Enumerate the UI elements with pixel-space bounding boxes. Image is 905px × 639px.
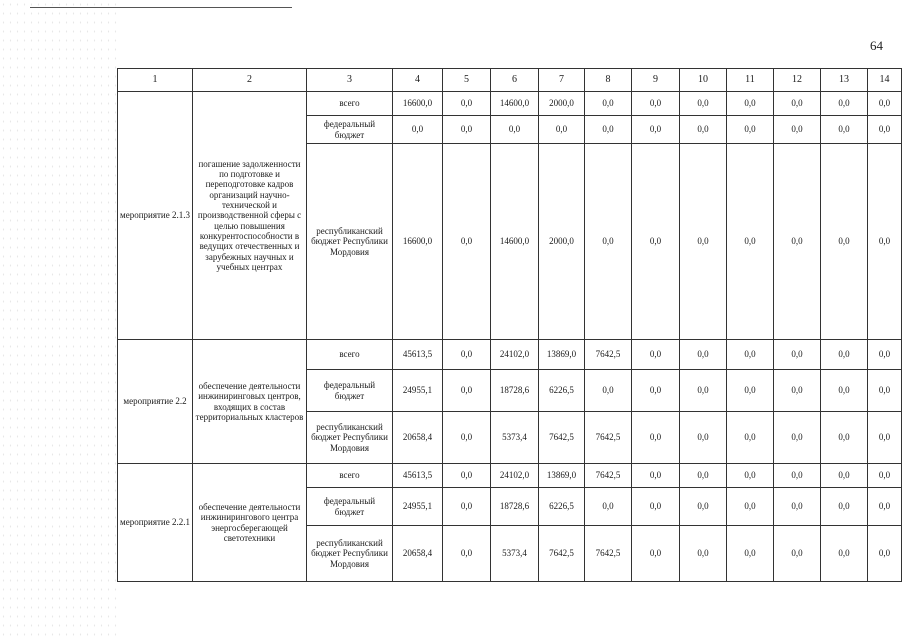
amount-cell: 0,0	[632, 412, 680, 464]
scan-noise	[0, 0, 118, 639]
amount-cell: 13869,0	[539, 464, 585, 488]
budget-table	[117, 68, 902, 582]
amount-cell: 0,0	[680, 116, 727, 144]
amount-cell: 0,0	[727, 116, 774, 144]
column-header: 5	[443, 69, 491, 92]
funding-source: всего	[307, 92, 393, 116]
amount-cell: 0,0	[774, 92, 821, 116]
amount-cell: 0,0	[680, 144, 727, 340]
amount-cell: 0,0	[443, 526, 491, 582]
amount-cell: 0,0	[585, 488, 632, 526]
amount-cell: 0,0	[632, 92, 680, 116]
column-header: 3	[307, 69, 393, 92]
column-header: 2	[193, 69, 307, 92]
amount-cell: 0,0	[774, 116, 821, 144]
amount-cell: 20658,4	[393, 412, 443, 464]
amount-cell: 0,0	[680, 340, 727, 370]
column-header: 11	[727, 69, 774, 92]
amount-cell: 0,0	[491, 116, 539, 144]
amount-cell: 0,0	[821, 412, 868, 464]
amount-cell: 5373,4	[491, 526, 539, 582]
amount-cell: 0,0	[539, 116, 585, 144]
funding-source: федеральный бюджет	[307, 116, 393, 144]
amount-cell: 0,0	[727, 92, 774, 116]
amount-cell: 6226,5	[539, 370, 585, 412]
amount-cell: 0,0	[727, 340, 774, 370]
amount-cell: 0,0	[680, 526, 727, 582]
amount-cell: 0,0	[727, 464, 774, 488]
amount-cell: 0,0	[868, 370, 902, 412]
page-number: 64	[870, 38, 883, 53]
amount-cell: 0,0	[821, 370, 868, 412]
header-row	[118, 69, 902, 92]
amount-cell: 0,0	[774, 526, 821, 582]
column-header: 7	[539, 69, 585, 92]
amount-cell: 0,0	[868, 340, 902, 370]
measure-description: обеспечение деятельности инжиниринговых центров, входящих в состав территориальных кластеров	[193, 340, 307, 464]
amount-cell: 0,0	[868, 464, 902, 488]
measure-code: мероприятие 2.1.3	[118, 92, 193, 340]
amount-cell: 0,0	[868, 526, 902, 582]
amount-cell: 16600,0	[393, 144, 443, 340]
amount-cell: 0,0	[585, 370, 632, 412]
column-header: 8	[585, 69, 632, 92]
measure-code: мероприятие 2.2	[118, 340, 193, 464]
amount-cell: 6226,5	[539, 488, 585, 526]
amount-cell: 2000,0	[539, 92, 585, 116]
amount-cell: 0,0	[632, 116, 680, 144]
amount-cell: 18728,6	[491, 488, 539, 526]
measure-description: погашение задолженности по подготовке и переподготовке кадров организаций научно-технической и производственной сферы с целью повышения конкурентоспособности в ведущих отечественных и зарубежных научных и учебных центрах	[193, 92, 307, 340]
amount-cell: 24955,1	[393, 370, 443, 412]
amount-cell: 0,0	[774, 340, 821, 370]
funding-source: республиканский бюджет Республики Мордовия	[307, 144, 393, 340]
funding-source: федеральный бюджет	[307, 370, 393, 412]
amount-cell: 0,0	[585, 144, 632, 340]
amount-cell: 0,0	[680, 370, 727, 412]
funding-source: республиканский бюджет Республики Мордовия	[307, 526, 393, 582]
column-header: 4	[393, 69, 443, 92]
amount-cell: 0,0	[632, 340, 680, 370]
amount-cell: 20658,4	[393, 526, 443, 582]
amount-cell: 7642,5	[585, 464, 632, 488]
amount-cell: 45613,5	[393, 340, 443, 370]
table-row	[118, 92, 902, 116]
column-header: 6	[491, 69, 539, 92]
amount-cell: 7642,5	[539, 412, 585, 464]
amount-cell: 0,0	[868, 412, 902, 464]
amount-cell: 0,0	[632, 464, 680, 488]
amount-cell: 0,0	[868, 488, 902, 526]
amount-cell: 0,0	[443, 144, 491, 340]
column-header: 10	[680, 69, 727, 92]
amount-cell: 0,0	[632, 144, 680, 340]
amount-cell: 24102,0	[491, 464, 539, 488]
column-header: 1	[118, 69, 193, 92]
measure-code: мероприятие 2.2.1	[118, 464, 193, 582]
amount-cell: 0,0	[443, 92, 491, 116]
column-header: 13	[821, 69, 868, 92]
amount-cell: 0,0	[585, 92, 632, 116]
amount-cell: 0,0	[821, 488, 868, 526]
amount-cell: 0,0	[821, 526, 868, 582]
amount-cell: 0,0	[727, 370, 774, 412]
amount-cell: 0,0	[774, 464, 821, 488]
table-row	[118, 464, 902, 488]
amount-cell: 24102,0	[491, 340, 539, 370]
amount-cell: 2000,0	[539, 144, 585, 340]
amount-cell: 0,0	[727, 488, 774, 526]
column-header: 12	[774, 69, 821, 92]
amount-cell: 16600,0	[393, 92, 443, 116]
amount-cell: 0,0	[774, 144, 821, 340]
amount-cell: 0,0	[443, 370, 491, 412]
amount-cell: 7642,5	[585, 526, 632, 582]
funding-source: всего	[307, 340, 393, 370]
amount-cell: 0,0	[443, 340, 491, 370]
measure-description: обеспечение деятельности инжинирингового центра энергосберегающей светотехники	[193, 464, 307, 582]
table-row	[118, 340, 902, 370]
amount-cell: 0,0	[632, 370, 680, 412]
amount-cell: 18728,6	[491, 370, 539, 412]
amount-cell: 0,0	[680, 92, 727, 116]
amount-cell: 0,0	[868, 144, 902, 340]
amount-cell: 0,0	[868, 92, 902, 116]
amount-cell: 0,0	[821, 340, 868, 370]
amount-cell: 0,0	[632, 526, 680, 582]
amount-cell: 0,0	[821, 116, 868, 144]
amount-cell: 13869,0	[539, 340, 585, 370]
amount-cell: 14600,0	[491, 92, 539, 116]
amount-cell: 0,0	[443, 116, 491, 144]
amount-cell: 0,0	[443, 464, 491, 488]
amount-cell: 14600,0	[491, 144, 539, 340]
amount-cell: 0,0	[680, 412, 727, 464]
amount-cell: 0,0	[821, 144, 868, 340]
amount-cell: 0,0	[727, 526, 774, 582]
column-header: 9	[632, 69, 680, 92]
funding-source: всего	[307, 464, 393, 488]
amount-cell: 0,0	[680, 488, 727, 526]
amount-cell: 7642,5	[585, 412, 632, 464]
amount-cell: 0,0	[680, 464, 727, 488]
amount-cell: 0,0	[868, 116, 902, 144]
amount-cell: 0,0	[393, 116, 443, 144]
amount-cell: 5373,4	[491, 412, 539, 464]
amount-cell: 0,0	[443, 412, 491, 464]
amount-cell: 0,0	[774, 370, 821, 412]
amount-cell: 0,0	[727, 412, 774, 464]
funding-source: республиканский бюджет Республики Мордовия	[307, 412, 393, 464]
amount-cell: 45613,5	[393, 464, 443, 488]
funding-source: федеральный бюджет	[307, 488, 393, 526]
amount-cell: 0,0	[632, 488, 680, 526]
amount-cell: 7642,5	[585, 340, 632, 370]
amount-cell: 0,0	[443, 488, 491, 526]
amount-cell: 0,0	[821, 92, 868, 116]
amount-cell: 0,0	[774, 488, 821, 526]
amount-cell: 0,0	[821, 464, 868, 488]
top-rule	[30, 7, 292, 8]
amount-cell: 0,0	[774, 412, 821, 464]
amount-cell: 24955,1	[393, 488, 443, 526]
amount-cell: 0,0	[727, 144, 774, 340]
column-header: 14	[868, 69, 902, 92]
amount-cell: 7642,5	[539, 526, 585, 582]
amount-cell: 0,0	[585, 116, 632, 144]
